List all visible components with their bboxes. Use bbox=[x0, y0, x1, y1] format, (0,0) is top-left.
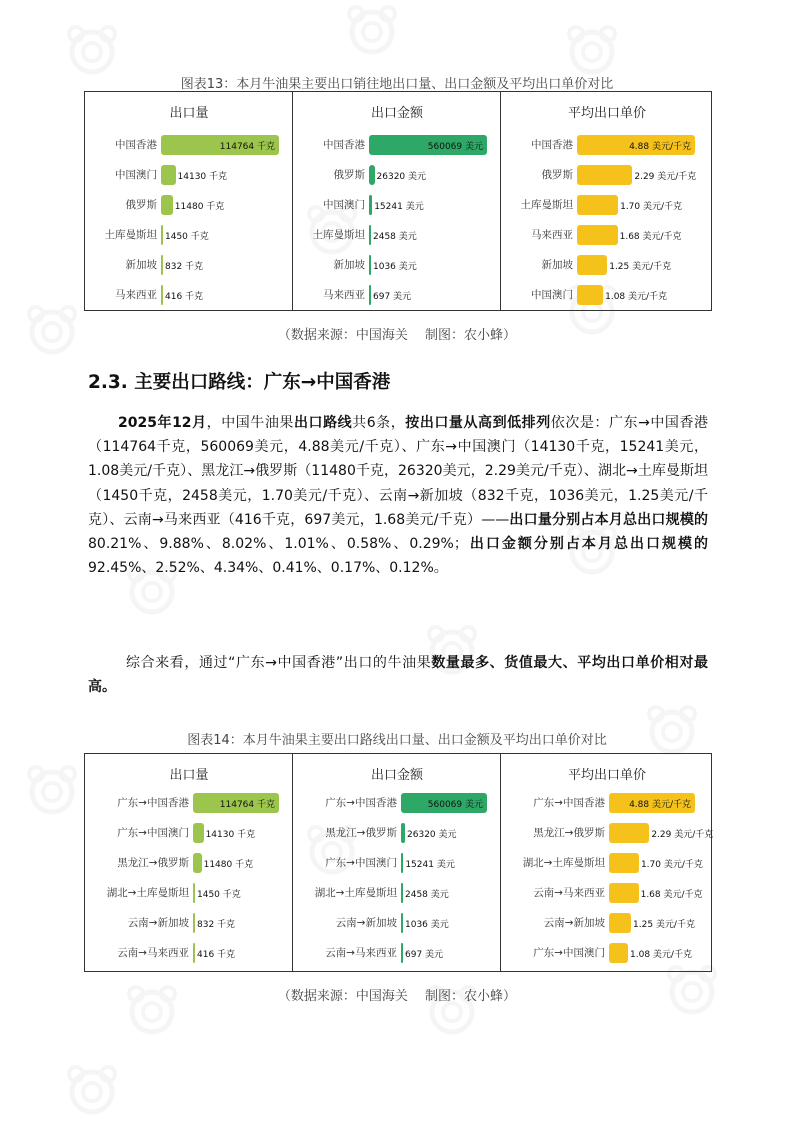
bar bbox=[369, 225, 371, 245]
para1-bold-b: 按出口量从高到低排列 bbox=[405, 415, 551, 431]
bar bbox=[401, 883, 403, 903]
category-label: 云南→新加坡 bbox=[127, 917, 189, 929]
paragraph-summary bbox=[88, 651, 708, 699]
data-label: 1.70 美元/千克 bbox=[620, 202, 683, 212]
bar-row bbox=[85, 194, 293, 216]
category-label: 中国澳门 bbox=[115, 169, 157, 181]
category-label: 广东→中国香港 bbox=[117, 797, 189, 809]
data-label: 1.25 美元/千克 bbox=[609, 262, 672, 272]
data-label: 14130 千克 bbox=[205, 830, 256, 840]
category-label: 新加坡 bbox=[125, 259, 157, 271]
data-label: 1.70 美元/千克 bbox=[640, 860, 703, 870]
bar-row bbox=[501, 164, 713, 186]
data-label: 1.68 美元/千克 bbox=[640, 890, 703, 900]
bar bbox=[161, 225, 163, 245]
bar-row bbox=[501, 254, 713, 276]
bee-logo-icon bbox=[340, 0, 404, 64]
chart-panel bbox=[293, 92, 501, 310]
category-label: 中国澳门 bbox=[531, 289, 573, 301]
category-label: 云南→新加坡 bbox=[335, 917, 397, 929]
bar-row bbox=[85, 792, 293, 814]
bar bbox=[193, 853, 202, 873]
para2-bold: 数量最多、货值最大、平均出口单价相对最高。 bbox=[88, 655, 708, 696]
bar-row bbox=[293, 134, 501, 156]
bar bbox=[369, 165, 375, 185]
data-label: 1.08 美元/千克 bbox=[630, 950, 692, 960]
category-label: 俄罗斯 bbox=[125, 199, 157, 211]
bar bbox=[369, 285, 371, 305]
data-label: 560069 美元 bbox=[427, 142, 483, 152]
para1-bold-c: 出口量分别占本月总出口规模的 bbox=[509, 511, 709, 528]
figure14-caption: 图表14：本月牛油果主要出口路线出口量、出口金额及平均出口单价对比 bbox=[187, 733, 607, 748]
bar bbox=[609, 853, 639, 873]
para1-text-a: ，中国牛油果 bbox=[206, 415, 294, 431]
para1-date: 2025年12月 bbox=[118, 415, 207, 431]
category-label: 土库曼斯坦 bbox=[104, 229, 157, 241]
bar bbox=[577, 165, 632, 185]
chart-panel bbox=[85, 754, 293, 971]
bar-row bbox=[293, 792, 501, 814]
bar-row bbox=[293, 852, 501, 874]
data-label: 26320 美元 bbox=[407, 830, 457, 840]
figure14-source: （数据来源：中国海关 制图：农小蜂） bbox=[277, 989, 517, 1004]
bar-row bbox=[293, 284, 501, 306]
bar bbox=[193, 943, 195, 963]
data-label: 4.88 美元/千克 bbox=[629, 800, 691, 810]
chart-title: 出口金额 bbox=[370, 768, 423, 783]
category-label: 新加坡 bbox=[541, 259, 573, 271]
bar-row bbox=[501, 882, 713, 904]
bar-row bbox=[85, 284, 293, 306]
para1-text-c: 依次是：广东→中国香港（114764千克，560069美元，4.88美元/千克）、广东→中国澳门（14130千克，15241美元，1.08美元/千克）、黑龙江→俄罗斯（11480千克，26320美元，2.29美元/千克）、湖北→土库曼斯坦（1450千克，2458美元，1.70美元/千克）、云南→新加坡（832千克，1036美元，1.25美元/千克）、云南→马来西亚（416千克，697美元，1.68美元/千克）—— bbox=[88, 415, 709, 528]
data-label: 697 美元 bbox=[373, 292, 412, 302]
data-label: 1036 美元 bbox=[405, 920, 449, 930]
category-label: 黑龙江→俄罗斯 bbox=[325, 827, 397, 839]
bar bbox=[577, 225, 618, 245]
chart-panel bbox=[293, 754, 501, 971]
bar-row bbox=[293, 224, 501, 246]
category-label: 俄罗斯 bbox=[333, 169, 365, 181]
bar-row bbox=[293, 882, 501, 904]
category-label: 湖北→土库曼斯坦 bbox=[106, 887, 189, 899]
bee-logo-icon bbox=[60, 1060, 124, 1124]
figure14-chart bbox=[84, 753, 712, 972]
data-label: 2.29 美元/千克 bbox=[651, 830, 714, 840]
data-label: 15241 美元 bbox=[374, 202, 424, 212]
category-label: 云南→新加坡 bbox=[543, 917, 605, 929]
data-label: 832 千克 bbox=[165, 262, 204, 272]
bar-row bbox=[501, 284, 713, 306]
category-label: 云南→马来西亚 bbox=[117, 947, 189, 959]
bar bbox=[161, 255, 163, 275]
category-label: 马来西亚 bbox=[531, 229, 573, 241]
chart-title: 平均出口单价 bbox=[567, 106, 646, 121]
category-label: 中国香港 bbox=[323, 139, 365, 151]
figure13-caption: 图表13：本月牛油果主要出口销往地出口量、出口金额及平均出口单价对比 bbox=[180, 77, 614, 92]
bar-row bbox=[85, 912, 293, 934]
para1-text-b: 共6条， bbox=[352, 415, 406, 431]
bar bbox=[193, 883, 195, 903]
bar-row bbox=[501, 942, 713, 964]
category-label: 黑龙江→俄罗斯 bbox=[117, 857, 189, 869]
bar-row bbox=[293, 164, 501, 186]
bar-row bbox=[85, 134, 293, 156]
bar bbox=[401, 913, 403, 933]
data-label: 14130 千克 bbox=[177, 172, 228, 182]
bar bbox=[577, 195, 618, 215]
category-label: 广东→中国澳门 bbox=[325, 857, 397, 869]
data-label: 1036 美元 bbox=[373, 262, 417, 272]
category-label: 广东→中国澳门 bbox=[533, 947, 605, 959]
bar bbox=[577, 285, 603, 305]
bar-row bbox=[501, 822, 713, 844]
data-label: 832 千克 bbox=[197, 920, 236, 930]
category-label: 黑龙江→俄罗斯 bbox=[533, 827, 605, 839]
category-label: 云南→马来西亚 bbox=[325, 947, 397, 959]
data-label: 1450 千克 bbox=[165, 232, 209, 242]
bar-row bbox=[501, 134, 713, 156]
chart-title: 出口金额 bbox=[370, 106, 423, 121]
data-label: 114764 千克 bbox=[219, 800, 275, 810]
bar-row bbox=[293, 942, 501, 964]
bar bbox=[401, 823, 405, 843]
category-label: 中国澳门 bbox=[323, 199, 365, 211]
data-label: 1450 千克 bbox=[197, 890, 241, 900]
section-title: 2.3. 主要出口路线：广东→中国香港 bbox=[88, 372, 391, 393]
bar-row bbox=[293, 254, 501, 276]
category-label: 云南→马来西亚 bbox=[533, 887, 605, 899]
category-label: 土库曼斯坦 bbox=[312, 229, 365, 241]
bar-row bbox=[501, 792, 713, 814]
bar bbox=[577, 255, 607, 275]
bar-row bbox=[85, 822, 293, 844]
data-label: 1.08 美元/千克 bbox=[605, 292, 668, 302]
chart-title: 出口量 bbox=[169, 106, 209, 121]
bar bbox=[369, 195, 372, 215]
category-label: 广东→中国澳门 bbox=[117, 827, 189, 839]
bar bbox=[609, 943, 628, 963]
chart-panel bbox=[85, 92, 293, 310]
data-label: 2458 美元 bbox=[373, 232, 417, 242]
chart-panel bbox=[501, 92, 713, 310]
bar-row bbox=[85, 224, 293, 246]
bar bbox=[609, 913, 631, 933]
bar-row bbox=[85, 942, 293, 964]
data-label: 697 美元 bbox=[405, 950, 444, 960]
bar-row bbox=[293, 194, 501, 216]
para1-bold-a: 出口路线 bbox=[293, 415, 353, 431]
data-label: 114764 千克 bbox=[219, 142, 275, 152]
bar bbox=[161, 195, 173, 215]
bar-row bbox=[501, 852, 713, 874]
chart-title: 出口量 bbox=[169, 768, 209, 783]
bar bbox=[401, 943, 403, 963]
data-label: 11480 千克 bbox=[203, 860, 254, 870]
figure13-chart bbox=[84, 91, 712, 311]
bar bbox=[609, 883, 639, 903]
data-label: 560069 美元 bbox=[427, 800, 483, 810]
data-label: 416 千克 bbox=[165, 292, 204, 302]
data-label: 2458 美元 bbox=[405, 890, 449, 900]
bar-row bbox=[85, 852, 293, 874]
category-label: 土库曼斯坦 bbox=[520, 199, 573, 211]
category-label: 新加坡 bbox=[333, 259, 365, 271]
bar-row bbox=[293, 912, 501, 934]
bee-logo-icon bbox=[20, 760, 84, 824]
category-label: 马来西亚 bbox=[115, 289, 157, 301]
category-label: 中国香港 bbox=[531, 139, 573, 151]
category-label: 马来西亚 bbox=[323, 289, 365, 301]
paragraph-routes bbox=[88, 411, 708, 580]
bar bbox=[609, 823, 649, 843]
bar bbox=[401, 853, 403, 873]
chart-panel bbox=[501, 754, 713, 971]
category-label: 湖北→土库曼斯坦 bbox=[522, 857, 605, 869]
para1-text-d: 80.21%、9.88%、8.02%、1.01%、0.58%、0.29%； bbox=[88, 536, 468, 553]
data-label: 15241 美元 bbox=[405, 860, 455, 870]
data-label: 26320 美元 bbox=[376, 172, 427, 182]
para1-bold-d: 出口金额分别占本月总出口规模的 bbox=[467, 536, 708, 553]
bar bbox=[161, 285, 163, 305]
bar bbox=[193, 823, 204, 843]
data-label: 4.88 美元/千克 bbox=[629, 142, 691, 152]
chart-title: 平均出口单价 bbox=[567, 768, 646, 783]
bar-row bbox=[501, 912, 713, 934]
bar-row bbox=[293, 822, 501, 844]
data-label: 11480 千克 bbox=[174, 202, 225, 212]
category-label: 中国香港 bbox=[115, 139, 157, 151]
category-label: 广东→中国香港 bbox=[325, 797, 397, 809]
data-label: 1.25 美元/千克 bbox=[633, 920, 695, 930]
bar-row bbox=[85, 882, 293, 904]
category-label: 俄罗斯 bbox=[541, 169, 573, 181]
bar-row bbox=[501, 194, 713, 216]
category-label: 湖北→土库曼斯坦 bbox=[314, 887, 397, 899]
para1-text-e: 92.45%、2.52%、4.34%、0.41%、0.17%、0.12%。 bbox=[88, 560, 448, 577]
bar bbox=[161, 165, 176, 185]
data-label: 2.29 美元/千克 bbox=[634, 172, 697, 182]
bar-row bbox=[85, 254, 293, 276]
data-label: 1.68 美元/千克 bbox=[619, 232, 682, 242]
bar bbox=[193, 913, 195, 933]
bar-row bbox=[501, 224, 713, 246]
data-label: 416 千克 bbox=[197, 950, 236, 960]
bar bbox=[369, 255, 371, 275]
category-label: 广东→中国香港 bbox=[533, 797, 605, 809]
bar-row bbox=[85, 164, 293, 186]
para2-text: 综合来看，通过“广东→中国香港”出口的牛油果 bbox=[126, 655, 432, 671]
figure13-source: （数据来源：中国海关 制图：农小蜂） bbox=[277, 328, 517, 343]
